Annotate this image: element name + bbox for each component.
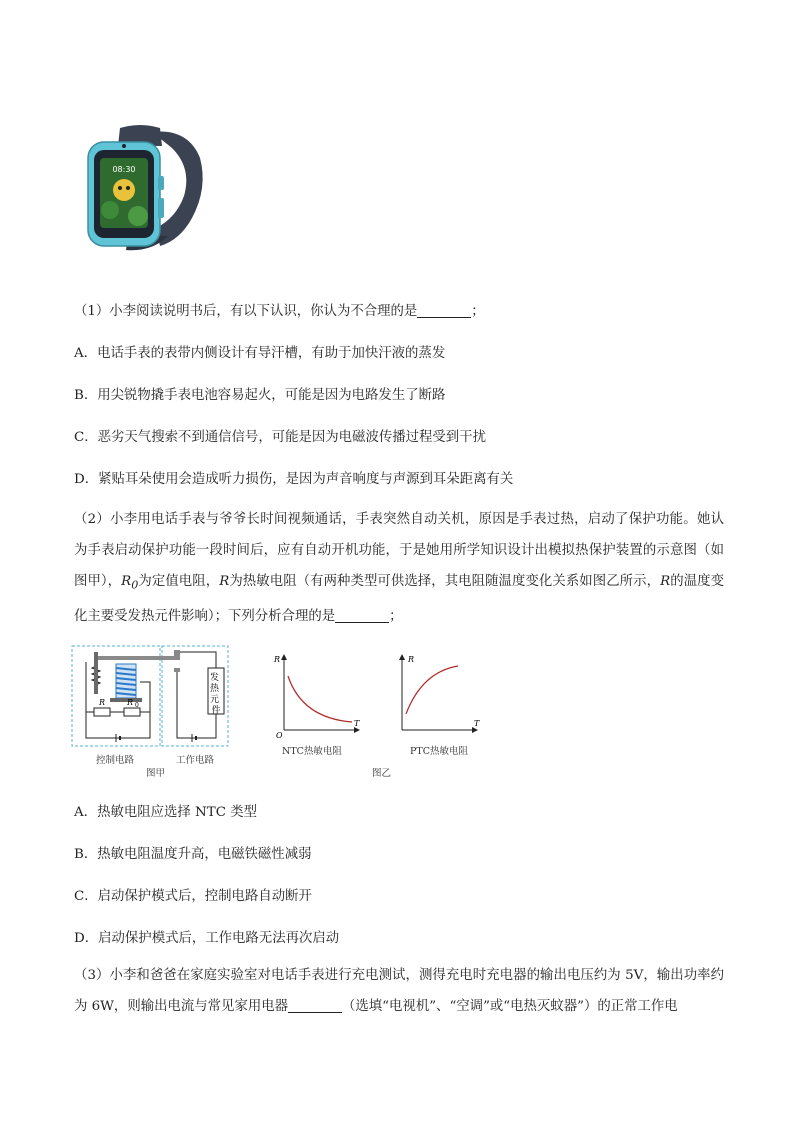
heater-label: 发 热 元 件	[210, 673, 221, 716]
question-3-stem	[74, 960, 724, 1022]
ntc-graph	[273, 654, 360, 740]
answer-blank[interactable]	[288, 998, 342, 1013]
work-circuit-label: 工作电路	[176, 755, 215, 766]
ptc-graph	[399, 654, 480, 733]
answer-blank[interactable]	[335, 608, 389, 623]
q2-option-c[interactable]	[74, 885, 312, 904]
ptc-curve	[406, 666, 458, 714]
q2-option-a[interactable]	[74, 801, 257, 820]
option-label: A．	[74, 346, 98, 361]
ptc-axis-t: T	[474, 719, 480, 728]
figure-yi-caption: 图乙	[372, 768, 392, 779]
option-label: D．	[74, 472, 99, 487]
q2-text-3: 为热敏电阻（有两种类型可供选择，其电阻随温度变化关系如图乙所示，	[229, 574, 661, 589]
r0-sub-label: 0	[135, 702, 139, 709]
control-circuit-label: 控制电路	[96, 755, 135, 766]
q2-text-2: 为定值电阻，	[138, 574, 220, 589]
q2-text-4: 的温度变化主要受发热元件影响）；下列分析合理的是	[74, 574, 725, 624]
q2-option-b[interactable]	[74, 843, 311, 862]
q3-text-2: （选填“电视机”、“空调”或“电热灭蚊器”）的正常工作电	[342, 999, 678, 1014]
r-label: R	[98, 698, 106, 707]
question-1-stem	[74, 300, 485, 319]
question-1-end: ；	[471, 304, 485, 319]
symbol-r0: R	[121, 574, 132, 589]
question-2-stem	[74, 504, 724, 632]
symbol-r0-sub: 0	[131, 578, 139, 592]
option-text: 启动保护模式后，工作电路无法再次启动	[98, 931, 340, 946]
question-1-text: （1）小李阅读说明书后，有以下认识，你认为不合理的是	[74, 304, 418, 319]
armature-icon	[94, 656, 180, 660]
option-label: B．	[74, 847, 98, 862]
option-label: D．	[74, 931, 99, 946]
q2-option-d[interactable]	[74, 927, 339, 946]
option-text: 热敏电阻温度升高，电磁铁磁性减弱	[97, 847, 312, 862]
answer-blank[interactable]	[417, 303, 471, 318]
watch-time: 08:30	[112, 165, 136, 174]
q1-option-d[interactable]	[74, 468, 513, 487]
option-text: 紧贴耳朵使用会造成听力损伤，是因为声音响度与声源到耳朵距离有关	[98, 472, 514, 487]
ntc-axis-r: R	[273, 655, 280, 664]
ntc-curve	[288, 676, 352, 722]
option-text: 热敏电阻应选择 NTC 类型	[97, 805, 257, 820]
q1-option-c[interactable]	[74, 426, 486, 445]
q1-option-a[interactable]	[74, 342, 445, 361]
q1-option-b[interactable]	[74, 384, 445, 403]
symbol-r: R	[660, 574, 671, 589]
ptc-axis-r: R	[408, 655, 415, 664]
option-text: 启动保护模式后，控制电路自动断开	[97, 889, 312, 904]
option-label: C．	[74, 430, 98, 445]
ntc-axis-t: T	[354, 719, 360, 728]
thermistor-r-icon	[94, 708, 110, 716]
option-label: A．	[74, 805, 98, 820]
option-text: 电话手表的表带内侧设计有导汗槽，有助于加快汗液的蒸发	[97, 346, 446, 361]
r0-label: R	[126, 698, 134, 707]
q2-text-1: （2）小李用电话手表与爷爷长时间视频通话，手表突然自动关机，原因是手表过热，启动了保护功能。她认为手表启动保护功能一段时间后，应有自动开机功能，于是她用所学知识设计出模拟热保护装置的示意图（如图甲），	[74, 512, 724, 589]
q2-text-5: ；	[389, 608, 403, 624]
symbol-r: R	[219, 574, 230, 589]
figure-jia-caption: 图甲	[146, 768, 166, 779]
ntc-origin: O	[276, 731, 283, 740]
q3-text-1: （3）小李和爸爸在家庭实验室对电话手表进行充电测试，测得充电时充电器的输出电压约为 5V，输出功率约为 6W，则输出电流与常见家用电器	[74, 968, 724, 1014]
option-label: C．	[74, 889, 98, 904]
option-text: 用尖锐物撬手表电池容易起火，可能是因为电路发生了断路	[97, 388, 446, 403]
contact-icon	[174, 650, 180, 656]
smartwatch-illustration	[80, 118, 210, 258]
option-label: B．	[74, 388, 98, 403]
ntc-caption: NTC热敏电阻	[282, 746, 342, 757]
option-text: 恶劣天气搜索不到通信信号，可能是因为电磁波传播过程受到干扰	[97, 430, 486, 445]
resistor-r0-icon	[124, 708, 140, 716]
ptc-caption: PTC热敏电阻	[410, 746, 468, 757]
